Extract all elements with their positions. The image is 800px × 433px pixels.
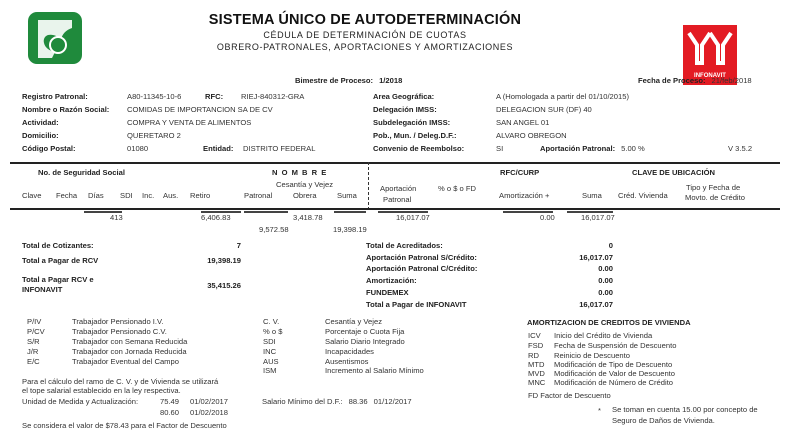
total-aportacion: 16,017.07: [396, 213, 430, 222]
col-sdi: SDI: [120, 191, 133, 200]
subtitle-1: CÉDULA DE DETERMINACIÓN DE CUOTAS: [263, 30, 467, 40]
infonavit-summary-value: 0.00: [598, 288, 613, 297]
total-overline: [244, 211, 288, 213]
col-aus: Aus.: [163, 191, 179, 200]
seguro-note-2: Seguro de Daños de Vivienda.: [612, 416, 715, 425]
subtitle-2: OBRERO-PATRONALES, APORTACIONES Y AMORTIZACIONES: [216, 42, 514, 52]
legend-code: P/IV: [27, 317, 42, 326]
infonavit-summary-value: 16,017.07: [579, 300, 613, 309]
infonavit-summary-label: Aportación Patronal C/Crédito:: [366, 264, 478, 273]
amort-desc: Inicio del Crédito de Vivienda: [554, 331, 653, 340]
header-tipo: Tipo y Fecha de: [686, 183, 741, 192]
entidad-label: Entidad:: [203, 144, 234, 153]
legend-code: C. V.: [263, 317, 280, 326]
amort-desc: Modificación de Número de Crédito: [554, 378, 674, 387]
total-retiro: 6,406.83: [201, 213, 231, 222]
cp-value: 01080: [127, 144, 149, 153]
bimestre-label: Bimestre de Proceso:: [295, 76, 374, 85]
total-suma-cv: 19,398.19: [333, 225, 367, 234]
page-title: SISTEMA ÚNICO DE AUTODETERMINACIÓN: [208, 12, 522, 28]
legend-desc: Salario Diario Integrado: [325, 337, 405, 346]
infonavit-summary-label: Amortización:: [366, 276, 417, 285]
nombre-label: Nombre o Razón Social:: [22, 105, 110, 114]
col-suma: Suma: [337, 191, 357, 200]
summary-value: 19,398.19: [207, 256, 241, 265]
fecha-label: Fecha de Proceso:: [638, 76, 706, 85]
convenio-value: SI: [496, 144, 504, 153]
divider: [10, 208, 780, 210]
amort-desc: Reinicio de Descuento: [554, 351, 630, 360]
rfc-value: RIEJ-840312-GRA: [241, 92, 305, 101]
infonavit-logo-text: INFONAVIT: [694, 73, 726, 79]
registro-label: Registro Patronal:: [22, 92, 88, 101]
legend-code: SDI: [263, 337, 276, 346]
calc-note-2: el tope salarial establecido en la ley respectiva.: [22, 386, 181, 395]
factor-note: Se considera el valor de $78.43 para el Factor de Descuento: [22, 421, 227, 430]
bimestre-row: [295, 77, 402, 85]
legend-desc: Cesantía y Vejez: [325, 317, 382, 326]
legend-code: J/R: [27, 347, 39, 356]
uma-date-2: 01/02/2018: [190, 408, 229, 417]
legend-desc: Trabajador Pensionado I.V.: [72, 317, 164, 326]
infonavit-summary-value: 16,017.07: [579, 253, 613, 262]
amort-desc: Fecha de Suspensión de Descuento: [554, 341, 677, 350]
pob-label: Pob., Mun. / Deleg.D.F.:: [373, 131, 457, 140]
col-porcentaje: % o $ o FD: [438, 184, 476, 193]
aportacion-row: [540, 145, 645, 153]
infonavit-summary-value: 0.00: [598, 276, 613, 285]
col-amortizacion: Amortización +: [499, 191, 550, 200]
amort-code: ICV: [528, 331, 541, 340]
legend-code: % o $: [263, 327, 283, 336]
infonavit-summary-value: 0: [608, 241, 613, 250]
legend-desc: Incapacidades: [325, 347, 374, 356]
infonavit-summary-label: Aportación Patronal S/Crédito:: [366, 253, 477, 262]
total-suma: 16,017.07: [581, 213, 615, 222]
actividad-value: COMPRA Y VENTA DE ALIMENTOS: [127, 118, 252, 127]
star-icon: *: [598, 406, 601, 415]
summary-value: 35,415.26: [207, 281, 241, 290]
infonavit-summary-label: Total de Acreditados:: [366, 241, 443, 250]
col-patronal: Patronal: [244, 191, 273, 200]
total-amortizacion: 0.00: [540, 213, 555, 222]
delegacion-label: Delegación IMSS:: [373, 105, 437, 114]
nombre-value: COMIDAS DE IMPORTANCION SA DE CV: [127, 105, 273, 114]
legend-code: S/R: [27, 337, 40, 346]
col-aportacion: Aportación: [380, 184, 417, 193]
legend-code: AUS: [263, 357, 279, 366]
col-cred-vivienda: Créd. Vivienda: [618, 191, 668, 200]
domicilio-value: QUERETARO 2: [127, 131, 181, 140]
convenio-label: Convenio de Reembolso:: [373, 144, 465, 153]
uma-value-2: 80.60: [160, 408, 180, 417]
amort-desc: Modificación de Valor de Descuento: [554, 369, 676, 378]
area-value: A (Homologada a partir del 01/10/2015): [496, 92, 629, 101]
fecha-value: 21/feb/2018: [711, 76, 752, 85]
col-obrera: Obrera: [293, 191, 317, 200]
subdelegacion-value: SAN ANGEL 01: [496, 118, 550, 127]
uma-date-1: 01/02/2017: [190, 397, 229, 406]
uma-label: Unidad de Medida y Actualización:: [22, 397, 139, 406]
legend-code: INC: [263, 347, 277, 356]
bimestre-value: 1/2018: [379, 76, 403, 85]
amort-title: AMORTIZACION DE CREDITOS DE VIVIENDA: [527, 318, 691, 327]
divider: [10, 162, 420, 164]
summary-label: Total a Pagar de RCV: [22, 256, 99, 265]
summary-label: Total de Cotizantes:: [22, 241, 94, 250]
sm-date: 01/12/2017: [373, 397, 412, 406]
header-clave-ubicacion: CLAVE DE UBICACIÓN: [632, 168, 715, 177]
legend-code: P/CV: [27, 327, 45, 336]
col-clave: Clave: [22, 191, 42, 200]
entidad-value: DISTRITO FEDERAL: [243, 144, 316, 153]
domicilio-label: Domicilio:: [22, 131, 59, 140]
col-retiro: Retiro: [190, 191, 211, 200]
delegacion-value: DELEGACION SUR (DF) 40: [496, 105, 592, 114]
column-divider: [368, 162, 369, 210]
infonavit-summary-label: FUNDEMEX: [366, 288, 409, 297]
col-dias: Días: [88, 191, 104, 200]
legend-desc: Trabajador Pensionado C.V.: [72, 327, 167, 336]
subdelegacion-label: Subdelegación IMSS:: [373, 118, 451, 127]
actividad-label: Actividad:: [22, 118, 59, 127]
pob-value: ALVARO OBREGON: [496, 131, 567, 140]
aportacion-value: 5.00 %: [621, 144, 645, 153]
header-nss: No. de Seguridad Social: [38, 168, 125, 177]
summary-label-2: INFONAVIT: [22, 285, 63, 294]
col-suma-infonavit: Suma: [582, 191, 602, 200]
fd-note: FD Factor de Descuento: [528, 391, 611, 400]
header-cesantia: Cesantía y Vejez: [276, 180, 333, 189]
total-dias: 413: [110, 213, 123, 222]
amort-desc: Modificación de Tipo de Descuento: [554, 360, 673, 369]
aportacion-label: Aportación Patronal:: [540, 144, 616, 153]
legend-desc: Ausentismos: [325, 357, 369, 366]
amort-code: MVD: [528, 369, 545, 378]
uma-value-1: 75.49: [160, 397, 180, 406]
sm-row: [262, 398, 412, 406]
rfc-label: RFC:: [205, 92, 224, 101]
amort-code: MTD: [528, 360, 545, 369]
fecha-row: [638, 77, 752, 85]
legend-code: E/C: [27, 357, 40, 366]
registro-value: A80-11345-10-6: [127, 92, 182, 101]
legend-desc: Trabajador Eventual del Campo: [72, 357, 179, 366]
total-overline: [334, 211, 366, 213]
legend-desc: Trabajador con Jornada Reducida: [72, 347, 187, 356]
sm-label: Salario Mínimo del D.F.:: [262, 397, 343, 406]
cp-label: Código Postal:: [22, 144, 76, 153]
amort-code: MNC: [528, 378, 546, 387]
legend-code: ISM: [263, 366, 277, 375]
legend-desc: Porcentaje o Cuota Fija: [325, 327, 405, 336]
infonavit-summary-value: 0.00: [598, 264, 613, 273]
col-inc: Inc.: [142, 191, 155, 200]
amort-code: RD: [528, 351, 539, 360]
header-movto: Movto. de Crédito: [685, 193, 745, 202]
total-obrera: 3,418.78: [293, 213, 323, 222]
legend-desc: Incremento al Salario Mínimo: [325, 366, 424, 375]
header-nombre: N O M B R E: [272, 168, 328, 177]
summary-value: 7: [236, 241, 241, 250]
summary-label: Total a Pagar RCV e: [22, 275, 94, 284]
version: V 3.5.2: [728, 144, 753, 153]
area-label: Area Geográfica:: [373, 92, 435, 101]
amort-code: FSD: [528, 341, 544, 350]
total-patronal: 9,572.58: [259, 225, 289, 234]
col-aportacion-2: Patronal: [383, 195, 412, 204]
header-rfc: RFC/CURP: [500, 168, 540, 177]
legend-desc: Trabajador con Semana Reducida: [72, 337, 188, 346]
divider: [420, 162, 780, 164]
col-fecha: Fecha: [56, 191, 78, 200]
sm-value: 88.36: [348, 397, 368, 406]
infonavit-summary-label: Total a Pagar de INFONAVIT: [366, 300, 467, 309]
seguro-note: Se toman en cuenta 15.00 por concepto de: [612, 405, 758, 414]
calc-note: Para el cálculo del ramo de C. V. y de Vivienda se utilizará: [22, 377, 219, 386]
